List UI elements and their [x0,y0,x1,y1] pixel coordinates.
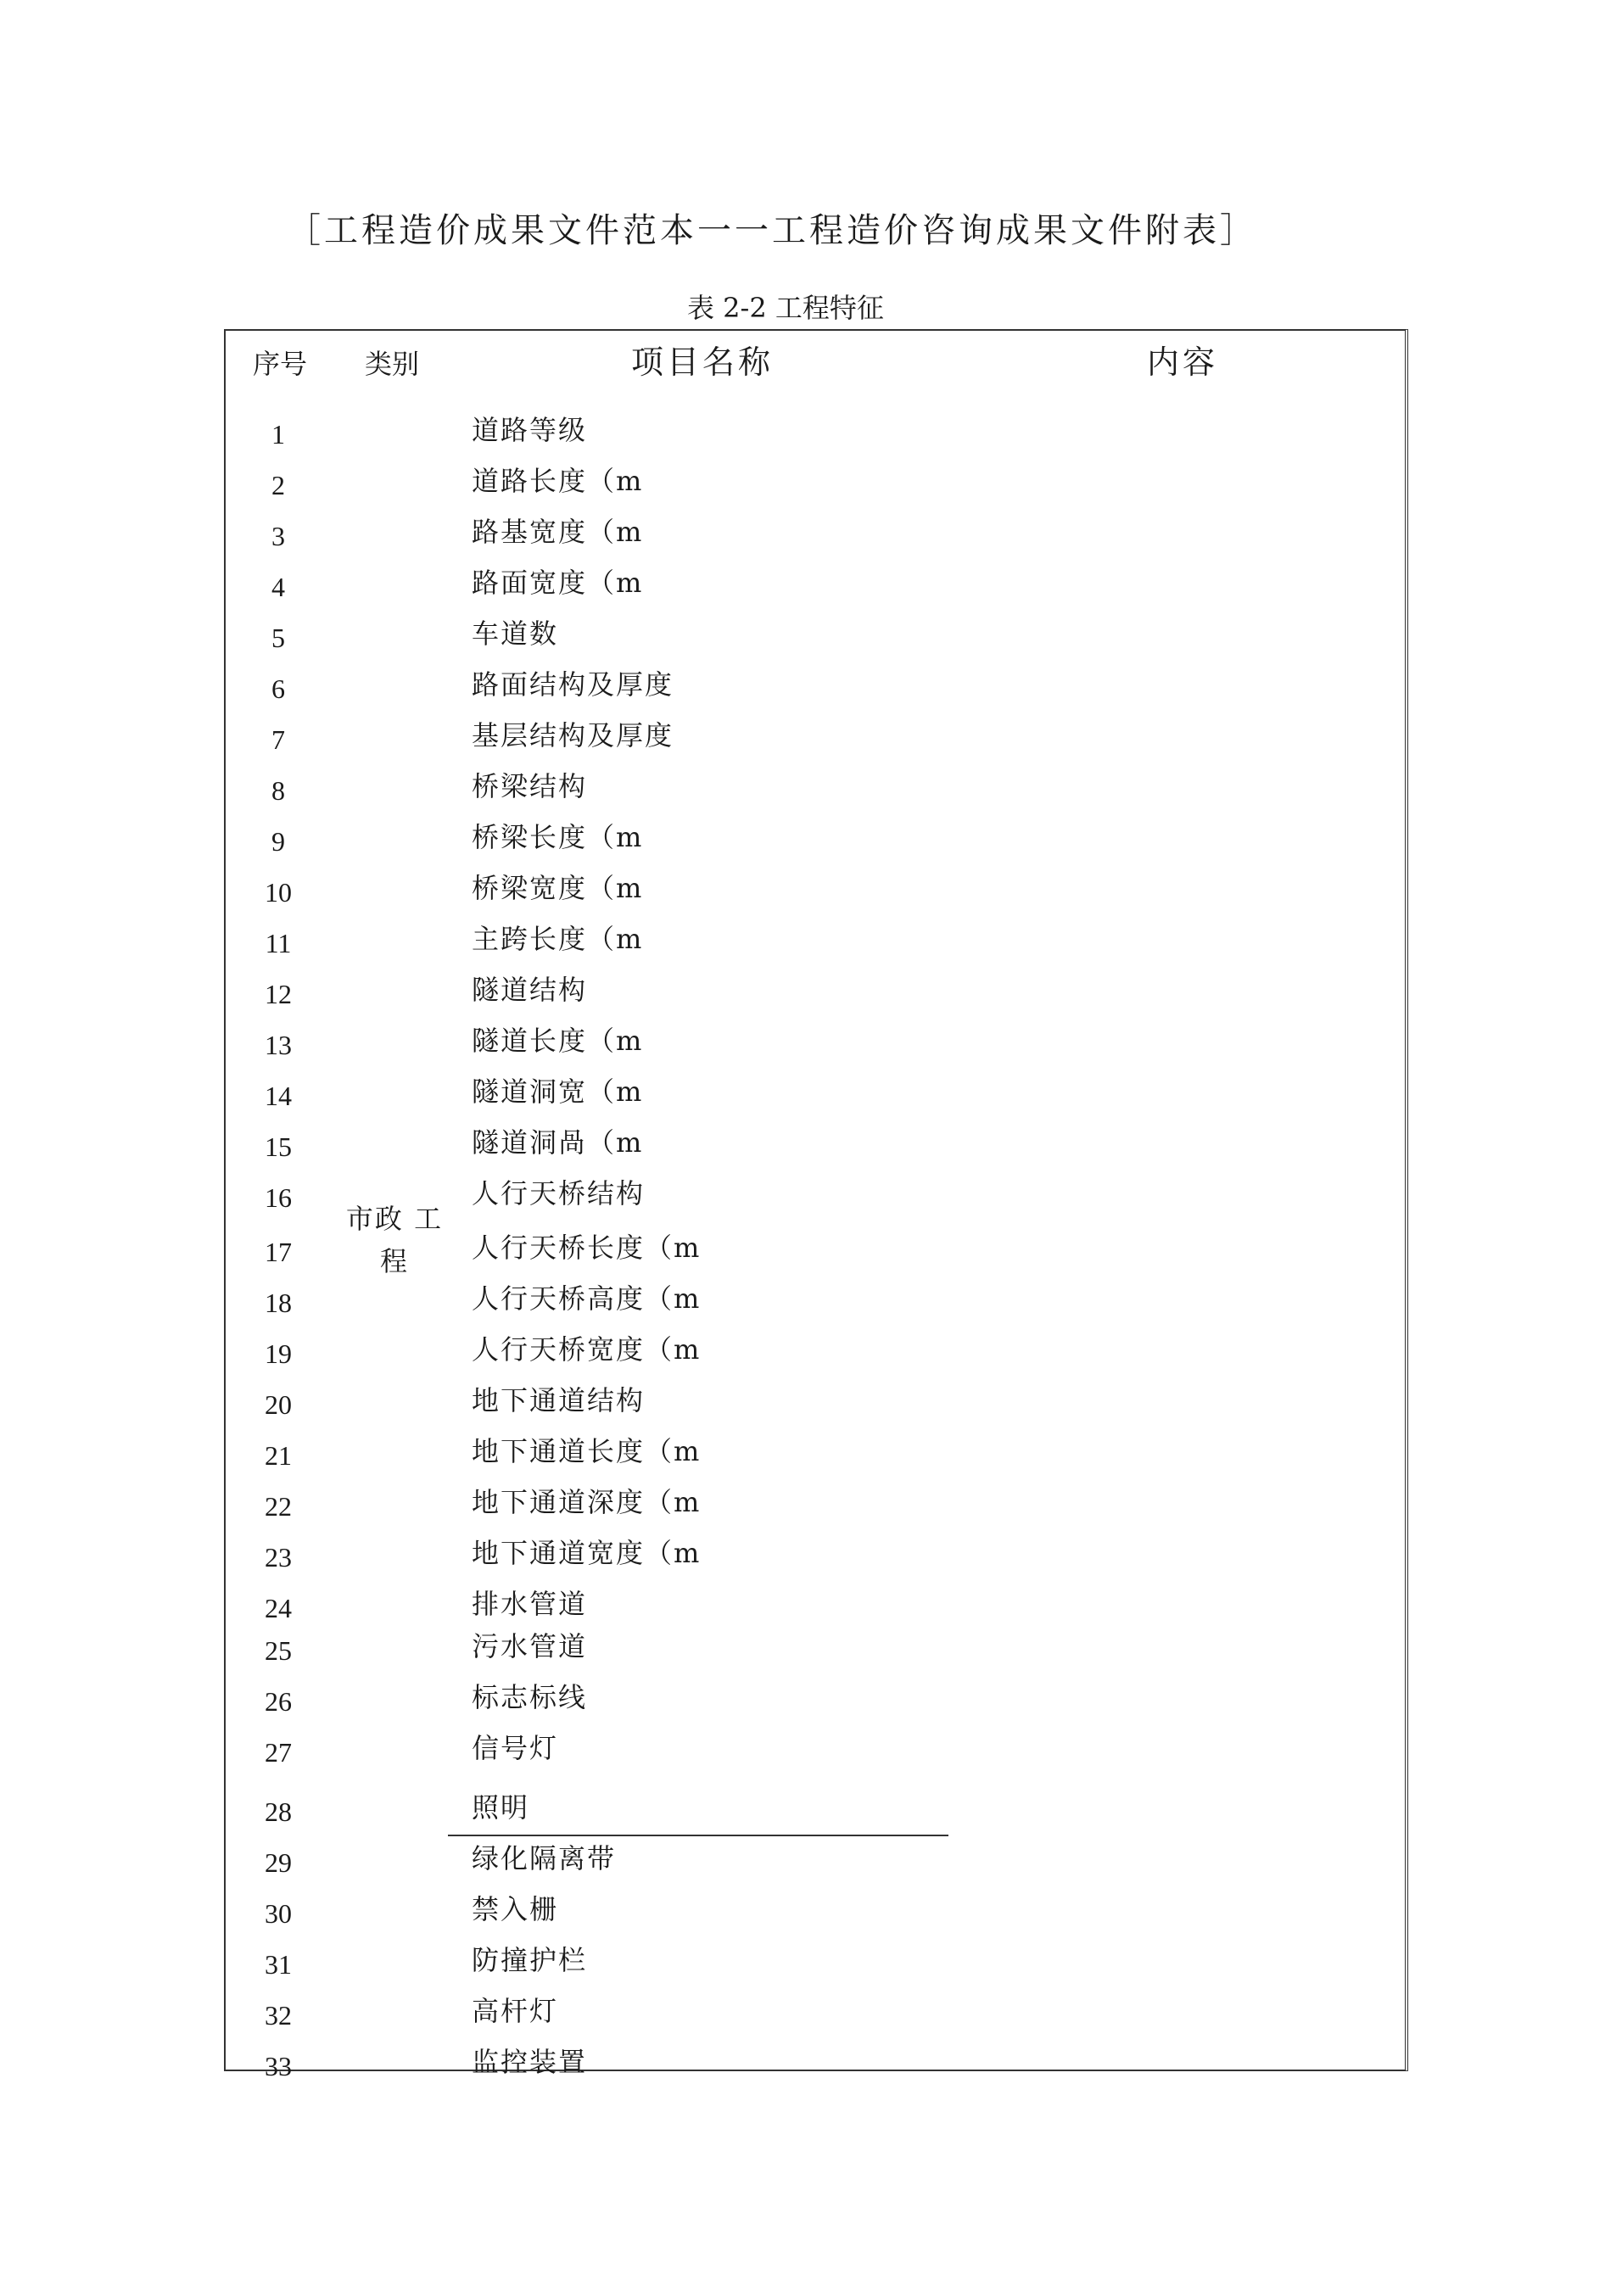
row-number: 19 [265,1338,292,1369]
row-item-name: 基层结构及厚度 [472,719,674,751]
table-row [0,1630,1622,1678]
row-item-name: 隧道结构 [472,974,588,1006]
row-number: 23 [265,1542,292,1573]
row-number: 20 [265,1389,292,1420]
row-number: 27 [265,1737,292,1768]
table-row [0,617,1622,665]
row-item-name: 桥梁结构 [472,770,588,802]
row-item-name: 污水管道 [472,1630,588,1662]
row-item-name: 桥梁长度（m [472,821,644,853]
row-number: 13 [265,1030,292,1060]
row-item-name: 地下通道结构 [472,1384,646,1416]
row-item-name: 人行天桥宽度（m [472,1333,702,1366]
row-item-name: 地下通道宽度（m [472,1537,702,1569]
table-row [0,719,1622,767]
row-item-name: 人行天桥高度（m [472,1282,702,1315]
row-number: 33 [265,2051,292,2081]
table-row [0,465,1622,512]
table-row [0,1282,1622,1330]
row-item-name: 地下通道深度（m [472,1486,702,1518]
table-caption: 表 2-2 工程特征 [687,292,884,324]
table-row [0,1842,1622,1890]
row-item-name: 路面结构及厚度 [472,668,674,701]
header-item-name: 项目名称 [631,344,775,381]
row-number: 15 [265,1131,292,1162]
table-row [0,1732,1622,1779]
table-row [0,516,1622,563]
row-number: 30 [265,1898,292,1929]
row-number: 21 [265,1440,292,1471]
table-row [0,1384,1622,1432]
table-row [0,872,1622,919]
row-number: 8 [271,775,285,806]
row-item-name: 监控装置 [472,2046,588,2078]
table-row [0,1537,1622,1584]
row-item-name: 绿化隔离带 [472,1842,617,1874]
header-content: 内容 [1147,344,1219,381]
header-seq: 序号 [253,348,308,380]
row-number: 2 [271,470,285,500]
table-row [0,1944,1622,1992]
table-row [0,1486,1622,1533]
table-row [0,1232,1622,1279]
header-category: 类别 [365,348,420,380]
row-number: 9 [271,826,285,857]
row-number: 32 [265,2000,292,2031]
row-item-name: 隧道长度（m [472,1025,644,1057]
underline-rule [448,1835,948,1836]
row-number: 12 [265,979,292,1009]
row-item-name: 排水管道 [472,1588,588,1620]
table-row [0,1995,1622,2042]
row-number: 29 [265,1847,292,1878]
table-row [0,770,1622,818]
row-item-name: 桥梁宽度（m [472,872,644,904]
table-row [0,1025,1622,1072]
row-item-name: 车道数 [472,617,559,650]
table-row [0,1681,1622,1729]
table-row [0,1177,1622,1225]
table-row [0,1075,1622,1123]
table-row [0,974,1622,1021]
row-item-name: 路面宽度（m [472,567,644,599]
row-item-name: 禁入栅 [472,1893,559,1925]
row-number: 6 [271,673,285,704]
row-number: 22 [265,1491,292,1522]
table-row [0,2046,1622,2093]
document-title: ［工程造价成果文件范本一一工程造价咨询成果文件附表］ [287,211,1257,250]
row-number: 14 [265,1081,292,1111]
row-item-name: 隧道洞宽（m [472,1075,644,1108]
row-number: 16 [265,1182,292,1213]
table-row [0,567,1622,614]
row-item-name: 道路长度（m [472,465,644,497]
row-number: 28 [265,1796,292,1827]
row-item-name: 隧道洞咼（m [472,1126,644,1159]
table-row [0,1791,1622,1839]
row-number: 4 [271,572,285,602]
category-cell: 市政 工程 [345,1203,444,1277]
row-item-name: 主跨长度（m [472,923,644,955]
row-number: 1 [271,419,285,450]
row-number: 17 [265,1237,292,1267]
row-item-name: 防撞护栏 [472,1944,588,1976]
table-row [0,1588,1622,1635]
row-item-name: 高杆灯 [472,1995,559,2027]
table-row [0,1333,1622,1381]
row-item-name: 信号灯 [472,1732,559,1764]
row-number: 31 [265,1949,292,1980]
table-row [0,1435,1622,1483]
row-item-name: 人行天桥结构 [472,1177,646,1209]
row-number: 18 [265,1288,292,1318]
row-item-name: 地下通道长度（m [472,1435,702,1467]
table-row [0,668,1622,716]
table-row [0,821,1622,869]
row-number: 11 [265,928,292,958]
table-row [0,1126,1622,1174]
row-number: 24 [265,1593,292,1623]
row-number: 5 [271,623,285,653]
table-row [0,1893,1622,1941]
row-item-name: 路基宽度（m [472,516,644,548]
row-item-name: 照明 [472,1791,530,1824]
row-item-name: 道路等级 [472,414,588,446]
row-number: 26 [265,1686,292,1717]
row-item-name: 人行天桥长度（m [472,1232,702,1264]
table-row [0,414,1622,461]
table-row [0,923,1622,970]
row-number: 10 [265,877,292,908]
row-number: 7 [271,724,285,755]
row-number: 3 [271,521,285,551]
row-item-name: 标志标线 [472,1681,588,1713]
row-number: 25 [265,1635,292,1666]
